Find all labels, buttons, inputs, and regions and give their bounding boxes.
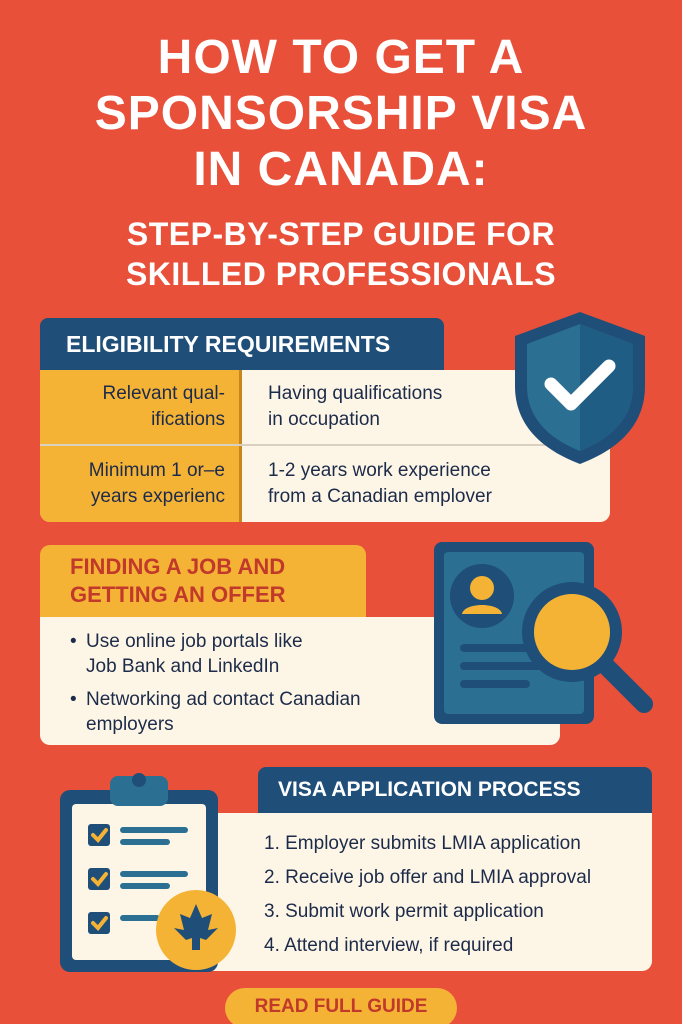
visa-step: 1. Employer submits LMIA application	[264, 833, 581, 854]
bullet-text-line: employers	[86, 714, 174, 735]
eligibility-requirement-line: Minimum 1 or–e	[88, 460, 225, 481]
eligibility-header	[40, 318, 444, 370]
page-subtitle	[0, 214, 682, 294]
visa-header-label: VISA APPLICATION PROCESS	[278, 778, 581, 801]
eligibility-requirement-cell	[40, 370, 242, 444]
visa-step: 3. Submit work permit application	[264, 901, 544, 922]
resume-document-icon	[432, 540, 662, 730]
shield-check-icon	[505, 308, 655, 468]
eligibility-requirement-line: Relevant qual-	[102, 383, 225, 404]
subtitle-line-1: STEP-BY-STEP GUIDE FOR	[126, 216, 556, 252]
bullet-text-line: Use online job portals like	[86, 631, 303, 652]
title-line-3: IN CANADA:	[193, 143, 489, 196]
subtitle-line-2: SKILLED PROFESSIONALS	[125, 256, 557, 292]
page-title	[0, 30, 682, 198]
eligibility-header-label: ELIGIBILITY REQUIREMENTS	[66, 330, 391, 357]
title-line-2: SPONSORSHIP VISA	[94, 87, 588, 140]
read-full-guide-button[interactable]	[225, 988, 457, 1024]
title-line-1: HOW TO GET A	[157, 31, 525, 84]
visa-step: 2. Receive job offer and LMIA approval	[264, 867, 592, 888]
visa-steps-box	[200, 813, 652, 971]
eligibility-description-line: in occupation	[268, 409, 380, 430]
visa-process-header	[258, 767, 652, 813]
visa-step: 4. Attend interview, if required	[264, 935, 514, 956]
clipboard-checklist-icon	[56, 770, 246, 976]
eligibility-requirement-line: years experienc	[90, 486, 225, 507]
job-header-line-1: FINDING A JOB AND	[70, 554, 286, 579]
eligibility-description-line: 1-2 years work experience	[268, 460, 491, 481]
read-full-guide-label: READ FULL GUIDE	[254, 996, 428, 1017]
bullet-text-line: Networking ad contact Canadian	[86, 689, 361, 710]
maple-leaf-icon	[156, 890, 236, 970]
job-section-header	[40, 545, 366, 617]
bullet-marker: •	[70, 689, 77, 710]
bullet-text-line: Job Bank and LinkedIn	[86, 656, 280, 677]
eligibility-description-line: from a Canadian emplover	[268, 486, 492, 507]
eligibility-description-line: Having qualifications	[268, 383, 443, 404]
job-header-line-2: GETTING AN OFFER	[70, 582, 286, 607]
eligibility-requirement-cell	[40, 446, 242, 522]
eligibility-requirement-line: ifications	[151, 409, 225, 430]
bullet-marker: •	[70, 631, 77, 652]
